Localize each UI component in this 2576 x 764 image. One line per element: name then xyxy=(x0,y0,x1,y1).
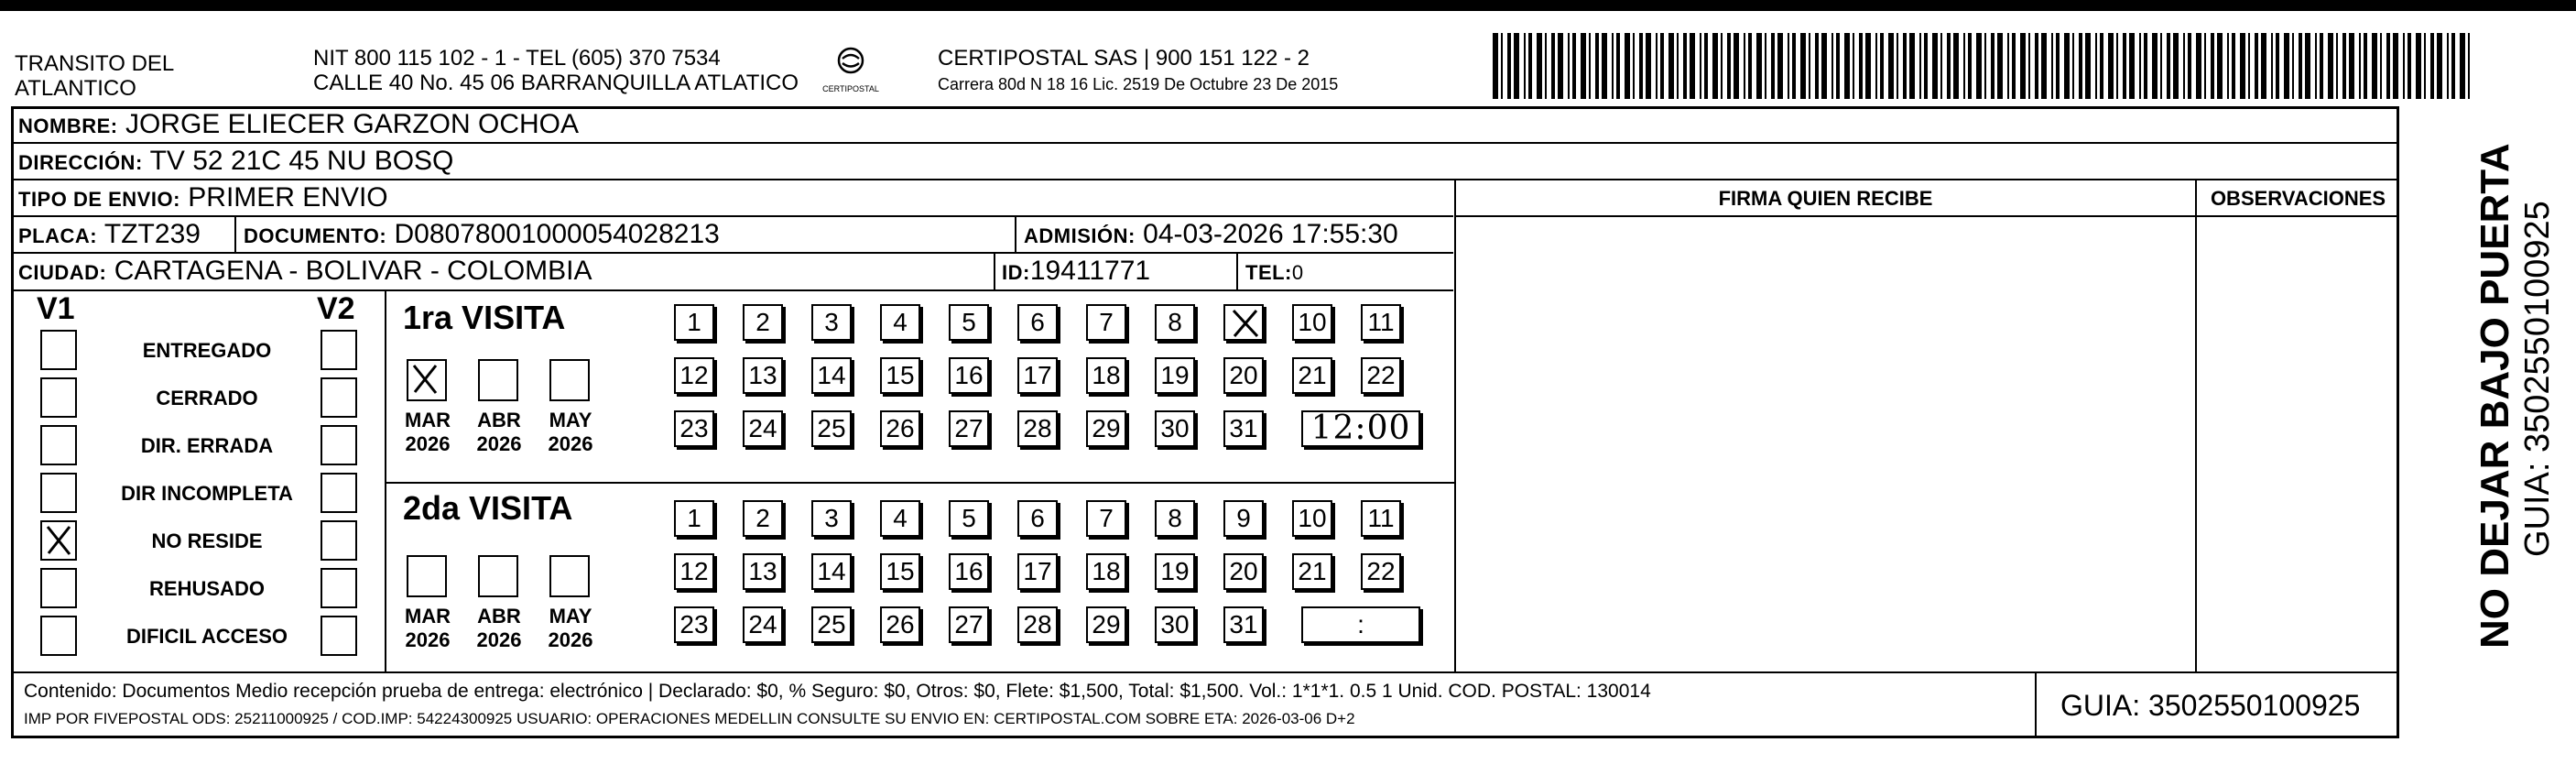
barcode-bar xyxy=(2028,33,2030,99)
month-year: 2026 xyxy=(476,628,522,651)
day-box[interactable]: 27 xyxy=(949,606,989,643)
day-box[interactable]: 31 xyxy=(1223,606,1264,643)
month-label xyxy=(467,409,531,456)
top-border xyxy=(0,0,2576,11)
nit-line: NIT 800 115 102 - 1 - TEL (605) 370 7534 xyxy=(313,46,721,71)
day-box[interactable]: 15 xyxy=(880,553,920,590)
barcode-bar xyxy=(1800,33,1806,99)
day-box[interactable]: 23 xyxy=(674,606,714,643)
barcode-bar xyxy=(2408,33,2411,99)
barcode-bar xyxy=(2460,33,2465,99)
barcode-bar xyxy=(2342,33,2346,99)
barcode-bar xyxy=(2447,33,2449,99)
barcode-bar xyxy=(2227,33,2229,99)
barcode-bar xyxy=(1765,33,1766,99)
certipostal-logo xyxy=(813,44,888,95)
barcode-bar xyxy=(2328,33,2333,99)
day-box[interactable]: 23 xyxy=(674,410,714,447)
barcode-bar xyxy=(1668,33,1674,99)
documento-value: D08078001000054028213 xyxy=(394,219,720,249)
barcode-bar xyxy=(1677,33,1679,99)
day-box[interactable]: 2 xyxy=(743,500,783,537)
barcode-bar xyxy=(2372,33,2377,99)
status-label: DIR INCOMPLETA xyxy=(121,482,293,505)
barcode-bar xyxy=(1831,33,1833,99)
barcode-bar xyxy=(1524,33,1526,99)
documento-label: DOCUMENTO: xyxy=(244,224,387,247)
day-box[interactable]: 27 xyxy=(949,410,989,447)
day-box[interactable]: 26 xyxy=(880,410,920,447)
day-box[interactable]: 19 xyxy=(1155,553,1195,590)
barcode-bar xyxy=(1700,33,1701,99)
barcode-bar xyxy=(2248,33,2250,99)
time-box[interactable]: : xyxy=(1301,606,1420,643)
day-box[interactable]: 4 xyxy=(880,304,920,341)
barcode-bar xyxy=(1514,33,1519,99)
day-box[interactable]: 31 xyxy=(1223,410,1264,447)
barcode-bar xyxy=(1903,33,1907,99)
day-box[interactable]: 10 xyxy=(1292,304,1332,341)
barcode-bar xyxy=(2012,33,2016,99)
barcode-bar xyxy=(2284,33,2289,99)
day-box[interactable]: 12 xyxy=(674,357,714,394)
barcode-bar xyxy=(1545,33,1547,99)
barcode-bar xyxy=(1704,33,1708,99)
admision-label: ADMISIÓN: xyxy=(1024,224,1136,247)
barcode-bar xyxy=(1997,33,2003,99)
observaciones-area[interactable] xyxy=(2199,218,2398,671)
status-label: CERRADO xyxy=(156,387,258,409)
month-year: 2026 xyxy=(405,628,451,651)
ciudad-label: CIUDAD: xyxy=(18,261,107,284)
day-box[interactable]: 9 xyxy=(1223,500,1264,537)
barcode-bar xyxy=(1656,33,1658,99)
barcode-bar xyxy=(2041,33,2047,99)
barcode-bar xyxy=(1633,33,1635,99)
barcode-bar xyxy=(1507,33,1511,99)
month-checkbox[interactable] xyxy=(407,555,447,597)
day-box[interactable]: 19 xyxy=(1155,357,1195,394)
observaciones-header: OBSERVACIONES xyxy=(2210,187,2386,210)
side-guia: GUIA: 3502550100925 xyxy=(2518,201,2557,557)
day-box[interactable]: 5 xyxy=(949,500,989,537)
barcode-bar xyxy=(2451,33,2455,99)
ciudad-value: CARTAGENA - BOLIVAR - COLOMBIA xyxy=(114,256,592,286)
barcode-bar xyxy=(2416,33,2421,99)
barcode-bar xyxy=(2359,33,2361,99)
v1-label: V1 xyxy=(37,291,75,326)
barcode-bar xyxy=(1968,33,1972,99)
admision-field xyxy=(1024,219,1398,252)
day-box[interactable]: 26 xyxy=(880,606,920,643)
company-name: TRANSITO DEL ATLANTICO xyxy=(15,51,174,101)
day-box[interactable]: 6 xyxy=(1017,304,1058,341)
day-box[interactable]: 11 xyxy=(1361,304,1401,341)
day-box[interactable]: 24 xyxy=(743,410,783,447)
day-box[interactable]: 12 xyxy=(674,553,714,590)
second-visit-title: 2da VISITA xyxy=(403,489,573,527)
barcode-bar xyxy=(2144,33,2147,99)
barcode-bar xyxy=(2196,33,2201,99)
id-label: ID: xyxy=(1002,261,1030,284)
barcode-bar xyxy=(2403,33,2405,99)
footer-print-info: IMP POR FIVEPOSTAL ODS: 25211000925 / COD.IMP: 54224300925 USUARIO: OPERACIONES MEDELLIN CONSULTE SU ENVIO EN: CERTIPOSTAL.COM SOBRE ETA: 2026-03-06 D+2 xyxy=(24,710,1355,727)
tipo-value: PRIMER ENVIO xyxy=(188,182,388,213)
barcode-bar xyxy=(2424,33,2426,99)
barcode-bar xyxy=(2007,33,2009,99)
day-box[interactable]: 13 xyxy=(743,553,783,590)
day-box[interactable]: 2 xyxy=(743,304,783,341)
v2-label: V2 xyxy=(317,291,355,326)
barcode-bar xyxy=(1660,33,1664,99)
v2-checkbox[interactable] xyxy=(321,425,357,465)
day-box[interactable]: 6 xyxy=(1017,500,1058,537)
day-box[interactable]: 11 xyxy=(1361,500,1401,537)
status-label: NO RESIDE xyxy=(151,529,263,552)
month-label xyxy=(467,605,531,652)
day-box[interactable]: 25 xyxy=(811,606,852,643)
barcode-bar xyxy=(1880,33,1884,99)
month-name: MAR xyxy=(404,605,451,628)
barcode-bar xyxy=(2173,33,2179,99)
barcode-bar xyxy=(2160,33,2162,99)
barcode-bar xyxy=(2100,33,2103,99)
day-box[interactable]: 4 xyxy=(880,500,920,537)
barcode-bar xyxy=(1712,33,1718,99)
barcode-bar xyxy=(1836,33,1840,99)
barcode-bar xyxy=(1924,33,1928,99)
ciudad-field xyxy=(18,256,592,289)
month-checkbox[interactable] xyxy=(549,359,590,401)
barcode-bar xyxy=(2240,33,2245,99)
day-box[interactable]: 21 xyxy=(1292,357,1332,394)
barcode-bar xyxy=(2232,33,2235,99)
placa-label: PLACA: xyxy=(18,224,98,247)
barcode-bar xyxy=(1932,33,1938,99)
barcode-bar xyxy=(2152,33,2158,99)
logo-caption: CERTIPOSTAL xyxy=(822,84,879,93)
month-name: ABR xyxy=(477,409,521,431)
barcode-bar xyxy=(1809,33,1810,99)
id-value: 19411771 xyxy=(1029,256,1151,286)
barcode-bar xyxy=(1690,33,1695,99)
month-name: MAY xyxy=(549,409,592,431)
barcode-bar xyxy=(2292,33,2294,99)
barcode-bar xyxy=(1771,33,1775,99)
barcode-bar xyxy=(1859,33,1863,99)
barcode-bar xyxy=(1551,33,1555,99)
barcode-bar xyxy=(2430,33,2434,99)
placa-field xyxy=(18,219,201,252)
day-box[interactable]: 29 xyxy=(1086,410,1126,447)
placa-value: TZT239 xyxy=(103,219,201,249)
day-box[interactable]: 3 xyxy=(811,500,852,537)
month-label xyxy=(538,605,603,652)
barcode-bar xyxy=(1744,33,1745,99)
barcode-bar xyxy=(1788,33,1789,99)
status-label: DIR. ERRADA xyxy=(140,434,274,457)
barcode-bar xyxy=(2364,33,2367,99)
day-box[interactable]: 28 xyxy=(1017,410,1058,447)
tipo-label: TIPO DE ENVIO: xyxy=(18,188,180,211)
barcode-bar xyxy=(1940,33,1942,99)
month-checkbox[interactable] xyxy=(478,359,518,401)
day-box[interactable]: 29 xyxy=(1086,606,1126,643)
day-box[interactable] xyxy=(1223,304,1264,341)
barcode-bar xyxy=(1572,33,1576,99)
barcode-bar xyxy=(2085,33,2091,99)
barcode-bar xyxy=(2183,33,2185,99)
direccion-label: DIRECCIÓN: xyxy=(18,151,143,174)
day-box[interactable]: 3 xyxy=(811,304,852,341)
day-box[interactable]: 28 xyxy=(1017,606,1058,643)
id-field xyxy=(1002,256,1150,289)
address-line: CALLE 40 No. 45 06 BARRANQUILLA ATLATICO xyxy=(313,71,799,95)
barcode-bar xyxy=(1792,33,1796,99)
barcode-bar xyxy=(1947,33,1951,99)
barcode-bar xyxy=(2276,33,2279,99)
tel-label: TEL: xyxy=(1245,261,1292,284)
v2-checkbox[interactable] xyxy=(321,520,357,561)
day-box[interactable]: 30 xyxy=(1155,410,1195,447)
nombre-label: NOMBRE: xyxy=(18,115,118,137)
day-box[interactable]: 1 xyxy=(674,304,714,341)
barcode-bar xyxy=(1602,33,1607,99)
barcode-bar xyxy=(1616,33,1620,99)
day-box[interactable]: 20 xyxy=(1223,357,1264,394)
day-box[interactable]: 30 xyxy=(1155,606,1195,643)
tel-value: 0 xyxy=(1291,261,1304,284)
documento-field xyxy=(244,219,720,252)
day-box[interactable]: 20 xyxy=(1223,553,1264,590)
barcode-bar xyxy=(1683,33,1687,99)
barcode-bar xyxy=(1501,33,1503,99)
barcode-bar xyxy=(1721,33,1723,99)
barcode-bar xyxy=(1756,33,1762,99)
barcode-bar xyxy=(1727,33,1731,99)
barcode-bar xyxy=(2386,33,2390,99)
barcode-bar xyxy=(1595,33,1599,99)
barcode-bar xyxy=(2072,33,2074,99)
barcode-bar xyxy=(2299,33,2302,99)
side-warning: NO DEJAR BAJO PUERTA xyxy=(2473,143,2517,649)
barcode-bar xyxy=(2468,33,2470,99)
day-box[interactable]: 18 xyxy=(1086,357,1126,394)
barcode-bar xyxy=(2079,33,2082,99)
day-box[interactable]: 18 xyxy=(1086,553,1126,590)
day-box[interactable]: 17 xyxy=(1017,357,1058,394)
barcode-bar xyxy=(2064,33,2070,99)
admision-value: 04-03-2026 17:55:30 xyxy=(1143,219,1398,249)
barcode-bar xyxy=(2336,33,2338,99)
certipostal-license: Carrera 80d N 18 16 Lic. 2519 De Octubre 23 De 2015 xyxy=(938,75,1339,93)
month-year: 2026 xyxy=(548,628,593,651)
v2-checkbox[interactable] xyxy=(321,616,357,656)
month-label xyxy=(396,409,460,456)
day-box[interactable]: 13 xyxy=(743,357,783,394)
barcode-bar xyxy=(1875,33,1877,99)
barcode-bar xyxy=(1748,33,1752,99)
tel-field xyxy=(1245,256,1303,289)
day-box[interactable]: 22 xyxy=(1361,357,1401,394)
day-box[interactable]: 7 xyxy=(1086,304,1126,341)
barcode-bar xyxy=(1815,33,1819,99)
day-box[interactable]: 8 xyxy=(1155,304,1195,341)
day-box[interactable]: 21 xyxy=(1292,553,1332,590)
v2-checkbox[interactable] xyxy=(321,568,357,608)
status-label: ENTREGADO xyxy=(142,339,272,362)
barcode-bar xyxy=(2129,33,2135,99)
barcode-bar xyxy=(1976,33,1982,99)
barcode-bar xyxy=(1991,33,1994,99)
barcode-bar xyxy=(1537,33,1542,99)
month-label xyxy=(396,605,460,652)
day-box[interactable]: 14 xyxy=(811,553,852,590)
barcode-bar xyxy=(1528,33,1532,99)
month-checkbox[interactable] xyxy=(478,555,518,597)
barcode-bar xyxy=(1493,33,1498,99)
barcode-bar xyxy=(1558,33,1563,99)
barcode-bar xyxy=(1865,33,1871,99)
day-box[interactable]: 16 xyxy=(949,357,989,394)
day-box[interactable]: 16 xyxy=(949,553,989,590)
first-visit-title: 1ra VISITA xyxy=(403,299,566,336)
barcode-bar xyxy=(2167,33,2170,99)
nombre-field xyxy=(18,109,579,142)
barcode-bar xyxy=(1581,33,1586,99)
barcode-bar xyxy=(2139,33,2141,99)
month-name: MAY xyxy=(549,605,592,628)
v2-checkbox[interactable] xyxy=(321,473,357,513)
barcode xyxy=(1493,33,2480,99)
direccion-field xyxy=(18,146,453,179)
barcode-bar xyxy=(2051,33,2053,99)
status-label: REHUSADO xyxy=(149,577,265,600)
barcode-bar xyxy=(1612,33,1614,99)
barcode-bar xyxy=(1646,33,1651,99)
barcode-bar xyxy=(2393,33,2398,99)
barcode-bar xyxy=(1984,33,1986,99)
barcode-bar xyxy=(1568,33,1570,99)
barcode-bar xyxy=(1734,33,1739,99)
certipostal-info xyxy=(938,46,1338,97)
barcode-bar xyxy=(2020,33,2026,99)
day-box[interactable]: 25 xyxy=(811,410,852,447)
day-box[interactable]: 22 xyxy=(1361,553,1401,590)
day-box[interactable]: 15 xyxy=(880,357,920,394)
month-year: 2026 xyxy=(405,432,451,455)
firma-area[interactable] xyxy=(1458,218,2194,671)
barcode-bar xyxy=(2188,33,2191,99)
time-box[interactable]: 12:00 xyxy=(1301,410,1420,447)
month-checkbox[interactable] xyxy=(549,555,590,597)
barcode-bar xyxy=(1625,33,1630,99)
day-box[interactable]: 17 xyxy=(1017,553,1058,590)
company-contact xyxy=(313,46,799,95)
barcode-bar xyxy=(1589,33,1591,99)
day-box[interactable]: 10 xyxy=(1292,500,1332,537)
firma-header: FIRMA QUIEN RECIBE xyxy=(1718,187,1933,210)
barcode-bar xyxy=(1777,33,1783,99)
barcode-bar xyxy=(2204,33,2206,99)
barcode-bar xyxy=(1853,33,1854,99)
barcode-bar xyxy=(1909,33,1915,99)
barcode-bar xyxy=(2056,33,2060,99)
barcode-bar xyxy=(2217,33,2223,99)
barcode-bar xyxy=(1844,33,1850,99)
barcode-bar xyxy=(1919,33,1921,99)
month-name: MAR xyxy=(404,409,451,431)
barcode-bar xyxy=(1821,33,1827,99)
barcode-bar xyxy=(2320,33,2323,99)
day-box[interactable]: 1 xyxy=(674,500,714,537)
day-box[interactable]: 5 xyxy=(949,304,989,341)
month-year: 2026 xyxy=(476,432,522,455)
nombre-value: JORGE ELIECER GARZON OCHOA xyxy=(125,109,580,139)
barcode-bar xyxy=(2035,33,2038,99)
v2-checkbox[interactable] xyxy=(321,330,357,370)
barcode-bar xyxy=(2095,33,2097,99)
barcode-bar xyxy=(1639,33,1643,99)
month-label xyxy=(538,409,603,456)
barcode-bar xyxy=(2261,33,2266,99)
barcode-bar xyxy=(2380,33,2382,99)
day-box[interactable]: 24 xyxy=(743,606,783,643)
barcode-bar xyxy=(2271,33,2273,99)
barcode-bar xyxy=(2315,33,2317,99)
footer-guia: GUIA: 3502550100925 xyxy=(2060,689,2361,722)
barcode-bar xyxy=(2349,33,2354,99)
footer-content: Contenido: Documentos Medio recepción prueba de entrega: electrónico | Declarado: $0, % Seguro: $0, Otros: $0, Flete: $1,500, Total: $1,500. Vol.: 1*1*1. 0.5 1 Unid. COD. POSTAL: 130014 xyxy=(24,681,1651,702)
v2-checkbox[interactable] xyxy=(321,377,357,418)
barcode-bar xyxy=(2305,33,2310,99)
status-label: DIFICIL ACCESO xyxy=(125,625,288,648)
barcode-bar xyxy=(1953,33,1959,99)
barcode-bar xyxy=(2108,33,2114,99)
barcode-bar xyxy=(2255,33,2258,99)
barcode-bar xyxy=(1888,33,1894,99)
barcode-bar xyxy=(2437,33,2442,99)
month-name: ABR xyxy=(477,605,521,628)
barcode-bar xyxy=(1897,33,1898,99)
month-checkbox[interactable] xyxy=(407,359,447,401)
barcode-bar xyxy=(2211,33,2214,99)
barcode-bar xyxy=(2123,33,2126,99)
day-box[interactable]: 7 xyxy=(1086,500,1126,537)
barcode-bar xyxy=(1963,33,1965,99)
month-year: 2026 xyxy=(548,432,593,455)
day-box[interactable]: 14 xyxy=(811,357,852,394)
direccion-value: TV 52 21C 45 NU BOSQ xyxy=(149,146,454,176)
barcode-bar xyxy=(2116,33,2118,99)
day-box[interactable]: 8 xyxy=(1155,500,1195,537)
certipostal-name: CERTIPOSTAL SAS | 900 151 122 - 2 xyxy=(938,46,1310,71)
tipo-field xyxy=(18,182,388,215)
